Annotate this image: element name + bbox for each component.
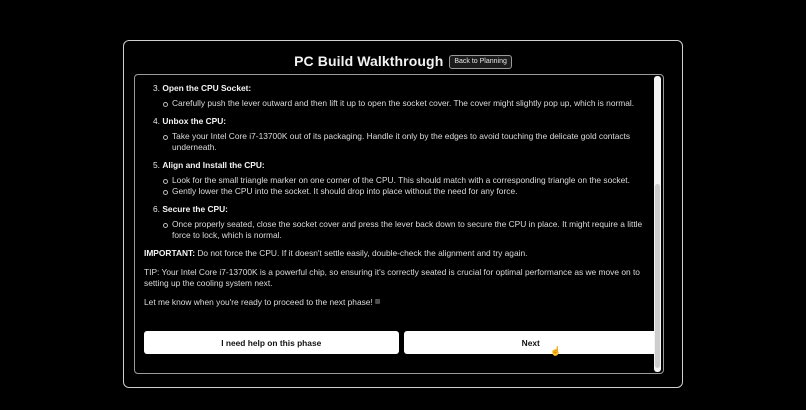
instructions-content xyxy=(144,83,649,316)
closing-message xyxy=(144,297,649,308)
step-items xyxy=(144,219,649,241)
step-title: Open the CPU Socket: xyxy=(162,83,252,93)
step-3 xyxy=(144,83,649,109)
step-6 xyxy=(144,204,649,241)
help-button[interactable]: I need help on this phase xyxy=(144,331,399,354)
step-number: 4. xyxy=(153,116,160,126)
closing-text: Let me know when you're ready to proceed to the next phase! xyxy=(144,297,373,307)
step-5 xyxy=(144,160,649,197)
action-buttons xyxy=(144,331,658,354)
step-heading xyxy=(153,160,649,171)
step-title: Align and Install the CPU: xyxy=(162,160,265,170)
hand-pointer-icon: ☝ xyxy=(550,346,562,356)
step-items xyxy=(144,131,649,153)
panel-header xyxy=(124,51,682,71)
step-items xyxy=(144,175,649,197)
back-to-planning-button[interactable]: Back to Planning xyxy=(449,55,512,69)
step-title: Secure the CPU: xyxy=(162,204,228,214)
scrollbar-track[interactable] xyxy=(654,76,661,372)
step-item: Look for the small triangle marker on one corner of the CPU. This should match with a corresponding triangle on the socket. xyxy=(163,175,649,186)
step-number: 6. xyxy=(153,204,160,214)
step-4 xyxy=(144,116,649,153)
important-note xyxy=(144,248,649,259)
page-title: PC Build Walkthrough xyxy=(294,53,444,69)
important-label: IMPORTANT: xyxy=(144,248,196,258)
step-heading xyxy=(153,83,649,94)
tip-note: TIP: Your Intel Core i7-13700K is a powerful chip, so ensuring it's correctly seated is crucial for optimal performance as we move on to setting up the cooling system next. xyxy=(144,267,640,288)
step-heading xyxy=(153,204,649,215)
instructions-scroll-area[interactable] xyxy=(134,74,664,374)
walkthrough-panel xyxy=(123,40,683,388)
scrollbar-thumb[interactable] xyxy=(655,184,660,368)
step-title: Unbox the CPU: xyxy=(162,116,227,126)
computer-emoji-icon: ▩ xyxy=(374,299,381,306)
step-heading xyxy=(153,116,649,127)
step-item: Take your Intel Core i7-13700K out of its packaging. Handle it only by the edges to avoid touching the delicate gold contacts underneath. xyxy=(163,131,649,153)
next-button[interactable]: Next xyxy=(404,331,659,354)
step-items xyxy=(144,98,649,109)
step-number: 3. xyxy=(153,83,160,93)
step-item: Gently lower the CPU into the socket. It should drop into place without the need for any force. xyxy=(163,186,649,197)
step-item: Carefully push the lever outward and then lift it up to open the socket cover. The cover might slightly pop up, which is normal. xyxy=(163,98,649,109)
step-item: Once properly seated, close the socket cover and press the lever back down to secure the CPU in place. It might require a little force to lock, which is normal. xyxy=(163,219,649,241)
step-number: 5. xyxy=(153,160,160,170)
important-text: Do not force the CPU. If it doesn't settle easily, double-check the alignment and try again. xyxy=(195,248,528,258)
